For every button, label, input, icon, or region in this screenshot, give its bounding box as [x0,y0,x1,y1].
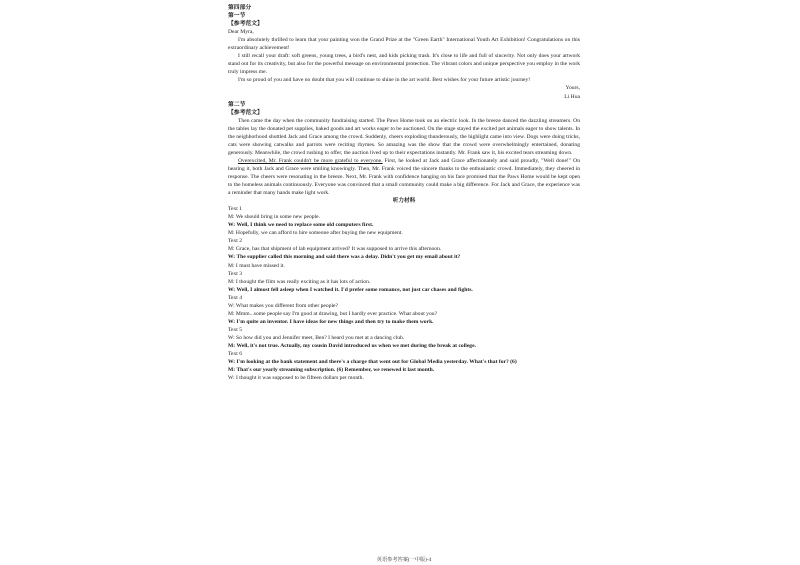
letter-paragraph-3: I'm so proud of you and have no doubt that you will continue to shine in the art world. Best wishes for your future artistic journey! [238,77,531,84]
dialogue-line: M: Grace, has that shipment of lab equipment arrived? It was supposed to arrive this afternoon. [228,246,442,253]
text-label: Text 6 [228,351,243,358]
section1-ref-label: 【参考范文】 [228,21,263,28]
letter-salutation: Dear Myra, [228,29,254,36]
listening-text-6 [228,350,580,382]
dialogue-line [228,366,580,374]
letter-closing: Yours, [565,85,580,92]
story-underlined-sentence: Overexcited, Mr. Frank couldn't be more grateful to everyone. [238,157,383,164]
letter-signature: Li Hua [564,93,580,100]
dialogue-line: M: Well, it's not true. Actually, my cousin David introduced us when we met during the break at college. [228,342,476,349]
story-paragraph-2 [228,157,580,197]
dialogue-line-text: M: That's our yearly streaming subscription. (6) Remember, we renewed it last month. [228,367,435,374]
text-label: Text 2 [228,238,243,245]
dialogue-line: M: I must have missed it. [228,262,285,269]
listening-text-4 [228,294,580,326]
dialogue-line: W: The supplier called this morning and said there was a delay. Didn't you get my email about it? [228,254,461,261]
listening-text-5 [228,326,580,350]
dialogue-line: M: I thought the film was really exciting as it has lots of action. [228,278,371,285]
dialogue-line: M: Hopefully, we can afford to hire someone after buying the new equipment. [228,230,403,237]
text-label: Text 4 [228,294,243,301]
dialogue-line: W: I'm quite an inventor. I have ideas for new things and then try to make them work. [228,318,434,325]
story-paragraph-2-rest: First, he looked at Jack and Grace affectionately and said proudly, "Well done!" On hearing it, both Jack and Grace were smiling knowingly. Then, Mr. Frank voiced the sincere thanks to the enthusiastic crowd. Immediately, they cheered in response. The cheers were resonating in the breeze. Next, Mr. Frank with confidence hanging on his face promised that the Paws Home would be kept open to the homeless animals continuously. Everyone was convinced that a small community could make a big difference. For Jack and Grace, the experience was a reminder that many hands make light work. [228,157,580,197]
answer-page [228,4,580,563]
part-title: 第四部分 [228,5,252,11]
dialogue-line: W: I'm looking at the bank statement and there's a charge that went out for Global Media yesterday. What's that for? (6) [228,359,517,366]
text-label: Text 5 [228,326,243,333]
dialogue-line: W: I thought it was supposed to be fifteen dollars per month. [228,375,364,382]
section1-title: 第一节 [228,13,246,20]
dialogue-line: M: Mmm...some people say I'm good at drawing, but I hardly ever practice. What about you? [228,310,438,317]
section2-ref-label: 【参考范文】 [228,109,263,116]
text-label: Text 1 [228,206,243,213]
dialogue-line: W: Well, I almost fell asleep when I watched it. I'd prefer some romance, not just car chases and fights. [228,286,473,293]
letter-paragraph-2: I still recall your draft: soft greens, young trees, a bird's nest, and kids picking trash. It's close to life and full of sincerity. Not only does your artwork stand out for its creativity, but also for the powerful message on environmental protection. The vibrant colors and unique perspective you employ in the work truly impress me. [228,53,580,76]
page-footer: 英语参考答案(一中版)-4 [376,557,432,563]
dialogue-line: W: Well, I think we need to replace some old computers first. [228,222,374,229]
dialogue-line: M: We should bring in some new people. [228,214,321,221]
listening-text-3 [228,270,580,294]
story-paragraph-1: Then came the day when the community fundraising started. The Paws Home took on an electric look. In the breeze danced the dazzling streamers. On the tables lay the donated pet supplies, baked goods and art works eager to be auctioned. On the stage stayed the excited pet animals eager to show talents. In the neighborhood shuttled Jack and Grace among the crowd. Suddenly, cheers exploding thunderously, the highlight came into view. Dogs were doing tricks, cats were showing catwalks and parrots were reciting rhymes. So amazing was the show that the crowd were overwhelmingly entertained, donating generously. Meanwhile, the crowd rushing to offer, the auction lived up to their expectations instantly. Mr. Frank saw it, his excited tears streaming down. [228,117,580,156]
dialogue-line: W: What makes you different from other people? [228,302,339,309]
listening-text-2 [228,237,580,269]
listening-text-1 [228,205,580,237]
letter-paragraph-1: I'm absolutely thrilled to learn that your painting won the Grand Prize at the "Green Earth" International Youth Art Exhibition! Congratulations on this extraordinary achievement! [228,37,580,52]
dialogue-line: W: So how did you and Jennifer meet, Ben? I heard you met at a dancing club. [228,334,405,341]
section2-title: 第二节 [228,101,246,108]
listening-title: 听力材料 [392,198,416,205]
text-label: Text 3 [228,270,243,277]
